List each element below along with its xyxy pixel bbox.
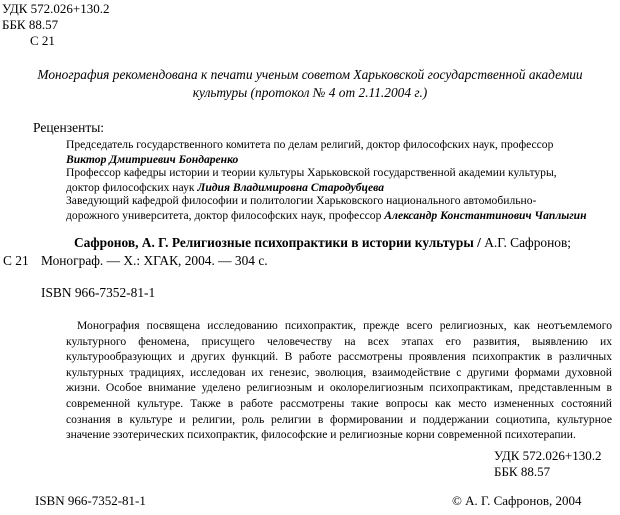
approval-note: [0, 66, 620, 102]
reviewer-entry: [66, 137, 612, 167]
card-title: Сафронов, А. Г. Религиозные психопрактики в истории культуры /: [74, 235, 481, 250]
card-responsibility: А.Г. Сафронов;: [480, 235, 571, 250]
reviewer-entry: [66, 165, 612, 195]
reviewer-name: Александр Константинович Чаплыгин: [384, 209, 587, 222]
author-code: С 21: [30, 33, 55, 48]
card-code: С 21: [3, 253, 29, 268]
footer-isbn: ISBN 966-7352-81-1: [35, 493, 146, 508]
udk-code: УДК 572.026+130.2: [2, 1, 110, 16]
approval-line-1: Монография рекомендована к печати ученым советом Харьковской государственной академии: [37, 67, 583, 82]
footer-copyright: © А. Г. Сафронов, 2004: [452, 493, 582, 508]
reviewer-position: Председатель государственного комитета по делам религий, доктор философских наук, профессор: [66, 138, 554, 151]
reviewer-position: Профессор кафедры истории и теории культуры Харьковской государственной академии культуры,: [66, 166, 557, 179]
card-publication-details: Монограф. — Х.: ХГАК, 2004. — 304 с.: [41, 253, 268, 268]
reviewers-heading: Рецензенты:: [33, 120, 105, 135]
bottom-udk-code: УДК 572.026+130.2: [494, 448, 602, 463]
card-title-line: [74, 235, 571, 251]
reviewer-degree: доктор философских наук: [66, 181, 195, 194]
card-isbn: ISBN 966-7352-81-1: [41, 285, 156, 300]
reviewer-degree: дорожного университета, доктор философских наук, профессор: [66, 209, 382, 222]
bottom-bbk-code: ББК 88.57: [494, 464, 551, 479]
reviewer-name: Виктор Дмитриевич Бондаренко: [66, 153, 239, 166]
bbk-code: ББК 88.57: [2, 17, 59, 32]
approval-line-2: культуры (протокол № 4 от 2.11.2004 г.): [192, 85, 428, 100]
reviewer-entry: [66, 193, 612, 223]
reviewer-position: Заведующий кафедрой философии и политологии Харьковского национального автомобильно-: [66, 194, 537, 207]
reviewer-name: Лидия Владимировна Стародубцева: [197, 181, 385, 194]
abstract-text: Монография посвящена исследованию психопрактик, прежде всего религиозных, как неотъемлемого культурного феномена, присущего человечеству на всех этапах его развития, выявлению их культурообразующих и других функций. В работе рассмотрены проявления психопрактик в различных культурных традициях, исследован их генезис, эволюция, взаимодействие с другими формами духовной жизни. Особое внимание уделено религиозным и околорелигиозным психопрактикам, представленным в современной культуре. Также в работе рассмотрены такие вопросы как место измененных состояний сознания в культуре и религии, роль религии в формировании и поддержании социотипа, культурное значение эзотерических психопрактик, философские и религиозные корни современной психотерапии.: [66, 319, 612, 442]
